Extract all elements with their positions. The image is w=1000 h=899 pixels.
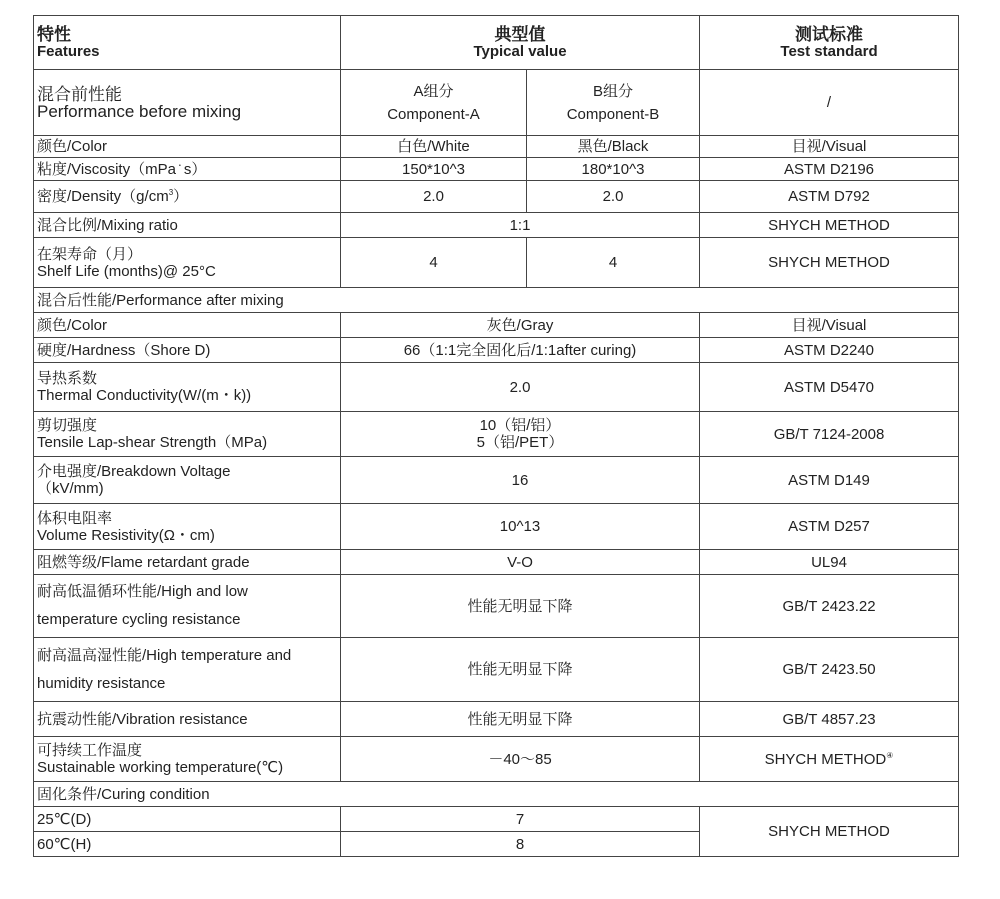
property-value	[341, 363, 700, 412]
property-standard: GB/T 2423.50	[700, 638, 959, 702]
component-b-cell	[527, 70, 700, 136]
property-value-line: 灰色/Gray	[486, 316, 554, 334]
property-value-line: 10（铝/铝）	[479, 417, 561, 434]
property-label-line: 阻燃等级/Flame retardant grade	[37, 553, 250, 571]
property-standard: 目视/Visual	[700, 313, 959, 338]
property-label	[34, 575, 341, 638]
property-row	[34, 412, 959, 457]
viscosity-label-main: 粘度/Viscosity（mPa	[37, 160, 176, 178]
property-label	[34, 638, 341, 702]
property-row	[34, 737, 959, 782]
property-value	[341, 638, 700, 702]
curing-row-value: 7	[341, 807, 700, 832]
before-mixing-standard: /	[700, 70, 959, 136]
property-label	[34, 338, 341, 363]
color-row	[34, 136, 959, 158]
property-value	[341, 338, 700, 363]
typical-value-header	[341, 16, 700, 70]
property-label-line: 耐高温高湿性能/High temperature and	[37, 646, 292, 664]
density-a: 2.0	[341, 181, 527, 213]
component-a-zh: A组分	[413, 82, 454, 100]
mixing-ratio-row	[34, 213, 959, 238]
property-value	[341, 504, 700, 550]
color-label: 颜色/Color	[34, 136, 341, 158]
property-standard: GB/T 7124-2008	[700, 412, 959, 457]
property-row	[34, 338, 959, 363]
working-temp-standard-text: SHYCH METHOD	[764, 750, 887, 768]
density-standard: ASTM D792	[700, 181, 959, 213]
before-mixing-label	[34, 70, 341, 136]
property-label-line: temperature cycling resistance	[37, 611, 241, 628]
property-standard: ASTM D149	[700, 457, 959, 504]
property-label-line: （kV/mm)	[37, 480, 104, 497]
property-label	[34, 550, 341, 575]
shelf-life-b: 4	[527, 238, 700, 288]
density-label-main: 密度/Density（g/cm	[37, 188, 169, 205]
working-temp-standard	[700, 737, 959, 782]
property-label-line: 硬度/Hardness（Shore D)	[37, 341, 211, 359]
viscosity-row	[34, 158, 959, 181]
shelf-life-a: 4	[341, 238, 527, 288]
property-standard: GB/T 2423.22	[700, 575, 959, 638]
property-label-line: Tensile Lap-shear Strength（MPa)	[37, 434, 268, 451]
property-value-line: 性能无明显下降	[467, 661, 573, 678]
curing-label: 固化条件/Curing condition	[34, 782, 959, 807]
property-label-line: humidity resistance	[37, 674, 166, 692]
shelf-life-label-zh: 在架寿命（月）	[37, 245, 143, 263]
property-label-line: Volume Resistivity(Ω・cm)	[37, 526, 215, 544]
after-mixing-label: 混合后性能/Performance after mixing	[34, 288, 959, 313]
property-label-line: 颜色/Color	[37, 316, 108, 334]
density-label	[34, 181, 341, 213]
mixing-ratio-standard: SHYCH METHOD	[700, 213, 959, 238]
mixing-ratio-value: 1:1	[341, 213, 700, 238]
property-value-line: 10^13	[499, 518, 541, 535]
property-row	[34, 575, 959, 638]
property-standard: ASTM D2240	[700, 338, 959, 363]
property-row	[34, 550, 959, 575]
property-label-line: 耐高低温循环性能/High and low	[37, 583, 248, 600]
standard-header-zh: 测试标准	[795, 24, 864, 44]
features-header-zh: 特性	[37, 24, 71, 44]
property-label	[34, 363, 341, 412]
spec-table	[33, 15, 959, 857]
property-value	[341, 313, 700, 338]
property-label-line: 体积电阻率	[37, 509, 113, 527]
property-row	[34, 363, 959, 412]
typical-header-zh: 典型值	[494, 24, 546, 44]
typical-header-en: Typical value	[473, 42, 567, 60]
property-label	[34, 702, 341, 737]
before-mixing-label-en: Performance before mixing	[37, 101, 242, 121]
property-value	[341, 412, 700, 457]
color-a: 白色/White	[341, 136, 527, 158]
test-standard-header	[700, 16, 959, 70]
property-row	[34, 638, 959, 702]
component-b-en: Component-B	[566, 105, 660, 123]
features-header	[34, 16, 341, 70]
property-label-line: 剪切强度	[37, 417, 98, 434]
density-label-sup: 3	[168, 188, 174, 197]
standard-header-en: Test standard	[780, 42, 878, 60]
property-label-line: 介电强度/Breakdown Voltage	[37, 463, 231, 480]
after-mixing-row	[34, 288, 959, 313]
property-value	[341, 702, 700, 737]
property-value	[341, 575, 700, 638]
component-a-cell	[341, 70, 527, 136]
property-value-line: －40～85	[488, 750, 552, 768]
curing-standard: SHYCH METHOD	[700, 807, 959, 857]
color-standard: 目视/Visual	[700, 136, 959, 158]
property-label	[34, 457, 341, 504]
curing-header-row	[34, 782, 959, 807]
density-b: 2.0	[527, 181, 700, 213]
property-label-line: Sustainable working temperature(℃)	[37, 759, 284, 776]
property-standard: UL94	[700, 550, 959, 575]
viscosity-standard: ASTM D2196	[700, 158, 959, 181]
property-row	[34, 504, 959, 550]
viscosity-a: 150*10^3	[341, 158, 527, 181]
shelf-life-row	[34, 238, 959, 288]
property-value-line: V-O	[507, 553, 533, 571]
component-b-zh: B组分	[593, 82, 634, 100]
shelf-life-standard: SHYCH METHOD	[700, 238, 959, 288]
features-header-en: Features	[37, 42, 100, 60]
property-row	[34, 457, 959, 504]
property-label	[34, 313, 341, 338]
shelf-life-label-en: Shelf Life (months)@ 25°C	[37, 262, 216, 280]
viscosity-label	[34, 158, 341, 181]
viscosity-b: 180*10^3	[527, 158, 700, 181]
before-mixing-label-zh: 混合前性能	[37, 84, 122, 104]
color-b: 黑色/Black	[527, 136, 700, 158]
property-value	[341, 457, 700, 504]
shelf-life-label	[34, 238, 341, 288]
property-standard: ASTM D5470	[700, 363, 959, 412]
property-standard: GB/T 4857.23	[700, 702, 959, 737]
property-value	[341, 550, 700, 575]
density-row	[34, 181, 959, 213]
property-value	[341, 737, 700, 782]
mixing-ratio-label: 混合比例/Mixing ratio	[34, 213, 341, 238]
property-value-line: 性能无明显下降	[467, 597, 573, 615]
working-temp-note: ④	[886, 750, 894, 760]
density-label-end: ）	[173, 188, 189, 205]
property-label	[34, 737, 341, 782]
property-label-line: Thermal Conductivity(W/(m・k))	[37, 387, 252, 404]
viscosity-label-end: s）	[183, 160, 207, 178]
property-value-line: 性能无明显下降	[467, 710, 573, 728]
property-label-line: 可持续工作温度	[37, 742, 143, 759]
property-standard: ASTM D257	[700, 504, 959, 550]
viscosity-label-sup: ・	[175, 160, 184, 170]
component-a-en: Component-A	[387, 105, 480, 123]
property-value-line: 66（1:1完全固化后/1:1after curing)	[403, 341, 637, 359]
property-label-line: 导热系数	[37, 370, 98, 387]
property-label	[34, 412, 341, 457]
property-label	[34, 504, 341, 550]
property-row	[34, 313, 959, 338]
property-row	[34, 702, 959, 737]
property-value-line: 2.0	[509, 378, 531, 396]
property-value-line: 16	[511, 471, 529, 489]
curing-row	[34, 807, 959, 832]
curing-row-label: 60℃(H)	[34, 832, 341, 857]
curing-row-value: 8	[341, 832, 700, 857]
header-row	[34, 16, 959, 70]
property-label-line: 抗震动性能/Vibration resistance	[37, 710, 248, 728]
curing-row-label: 25℃(D)	[34, 807, 341, 832]
before-mixing-row	[34, 70, 959, 136]
property-value-line: 5（铝/PET）	[476, 434, 564, 451]
